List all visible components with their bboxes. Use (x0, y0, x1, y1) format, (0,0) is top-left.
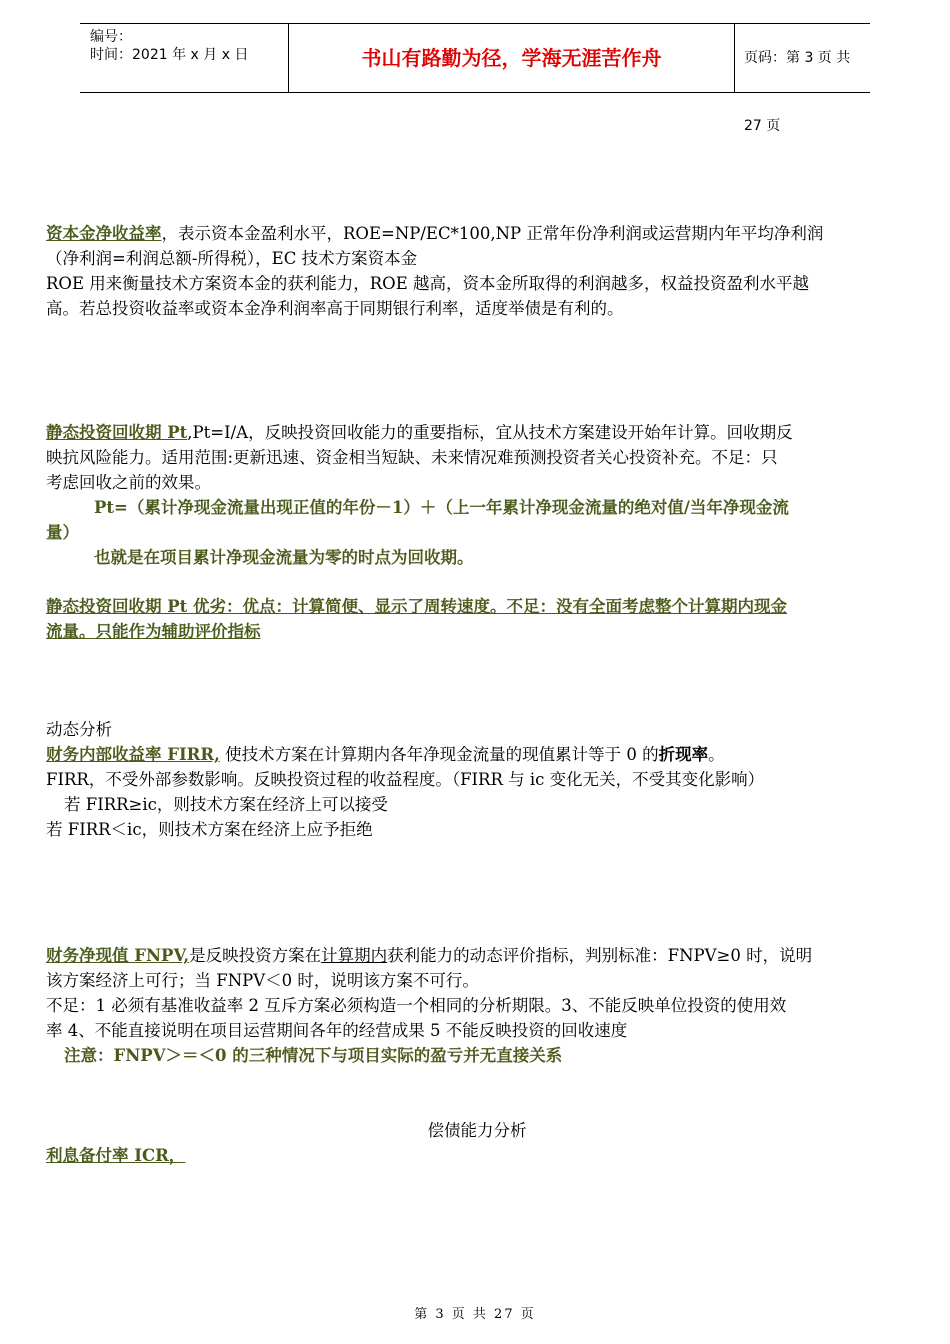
icr-term: 利息备付率 ICR， (46, 1146, 186, 1165)
firr-end: 。 (708, 745, 725, 764)
firr-bold-text: 折现率 (658, 745, 709, 764)
dynamic-section (46, 717, 908, 842)
fnpv-text-2: 获利能力的动态评价指标，判别标准：FNPV≥0 时，说明 (387, 946, 813, 965)
solvency-heading: 偿债能力分析 (427, 1121, 527, 1140)
pt-line-1-text: ,Pt=I/A，反映投资回收能力的重要指标，宜从技术方案建设开始年计算。回收期反 (187, 423, 793, 442)
firr-accept: 若 FIRR≥ic，则技术方案在经济上可以接受 (64, 795, 388, 814)
roe-term: 资本金净收益率 (46, 224, 162, 243)
header-page-code: 页码：第 3 页 共 27 页 (744, 50, 851, 134)
pt-line-1 (46, 420, 908, 445)
roe-section (46, 221, 908, 321)
fnpv-note: 注意：FNPV＞＝＜0 的三种情况下与项目实际的盈亏并无直接关系 (64, 1046, 563, 1065)
time-label: 时间：2021 年 x 月 x 日 (90, 47, 249, 63)
roe-line-3: ROE 用来衡量技术方案资本金的获利能力，ROE 越高，资本金所取得的利润越多，权益投资盈利水平越 (46, 274, 809, 293)
fnpv-section (46, 943, 908, 1068)
header-motto: 书山有路勤为径，学海无涯苦作舟 (288, 24, 735, 92)
roe-line-1-text: ，表示资本金盈利水平，ROE=NP/EC*100,NP 正常年份净利润或运营期内年平均净利润 (161, 224, 824, 243)
firr-line-2: FIRR，不受外部参数影响。反映投资过程的收益程度。（FIRR 与 ic 变化无关，不受其变化影响） (46, 770, 765, 789)
pt-pros-cons (46, 594, 908, 644)
fnpv-line-3: 不足：1 必须有基准收益率 2 互斥方案必须构造一个相同的分析期限。3、不能反映单位投资的使用效 (46, 996, 787, 1015)
roe-line-2: （净利润=利润总额-所得税），EC 技术方案资本金 (46, 249, 418, 268)
number-label: 编号： (90, 29, 132, 45)
fnpv-term: 财务净现值 FNPV, (46, 946, 190, 965)
firr-text: 使技术方案在计算期内各年净现金流量的现值累计等于 0 的 (219, 745, 659, 764)
page-header (80, 23, 870, 134)
pt-line-3: 考虑回收之前的效果。 (46, 473, 211, 492)
firr-term: 财务内部收益率 FIRR, (46, 745, 220, 764)
pt-formula-note: 也就是在项目累计净现金流量为零的时点为回收期。 (94, 548, 474, 567)
icr-line (46, 1143, 908, 1168)
pt-pros-line-1: 静态投资回收期 Pt 优劣：优点：计算简便、显示了周转速度。不足：没有全面考虑整个计算期内现金 (46, 597, 788, 616)
dynamic-heading: 动态分析 (46, 720, 112, 739)
fnpv-line-2: 该方案经济上可行；当 FNPV＜0 时，说明该方案不可行。 (46, 971, 479, 990)
fnpv-line-4: 率 4、不能直接说明在项目运营期间各年的经营成果 5 不能反映投资的回收速度 (46, 1021, 628, 1040)
fnpv-text-1: 是反映投资方案在 (189, 946, 322, 965)
fnpv-line-1 (46, 943, 908, 968)
fnpv-underlined: 计算期内 (321, 946, 388, 965)
pt-section (46, 420, 908, 570)
pt-term: 静态投资回收期 Pt (46, 423, 188, 442)
page-footer: 第 3 页 共 27 页 (414, 1307, 536, 1322)
pt-pros-line-2: 流量。只能作为辅助评价指标 (46, 622, 261, 641)
roe-line-4: 高。若总投资收益率或资本金净利润率高于同期银行利率，适度举债是有利的。 (46, 299, 624, 318)
pt-formula-line-2: 量） (46, 523, 79, 542)
pt-line-2: 映抗风险能力。适用范围:更新迅速、资金相当短缺、未来情况难预测投资者关心投资补充。不足：只 (46, 448, 778, 467)
firr-reject: 若 FIRR＜ic，则技术方案在经济上应予拒绝 (46, 820, 373, 839)
roe-line-1 (46, 221, 908, 246)
firr-line-1 (46, 742, 908, 767)
pt-formula-line-1: Pt=（累计净现金流量出现正值的年份－1）＋（上一年累计净现金流量的绝对值/当年净现金流 (94, 498, 789, 517)
header-meta (80, 24, 288, 92)
